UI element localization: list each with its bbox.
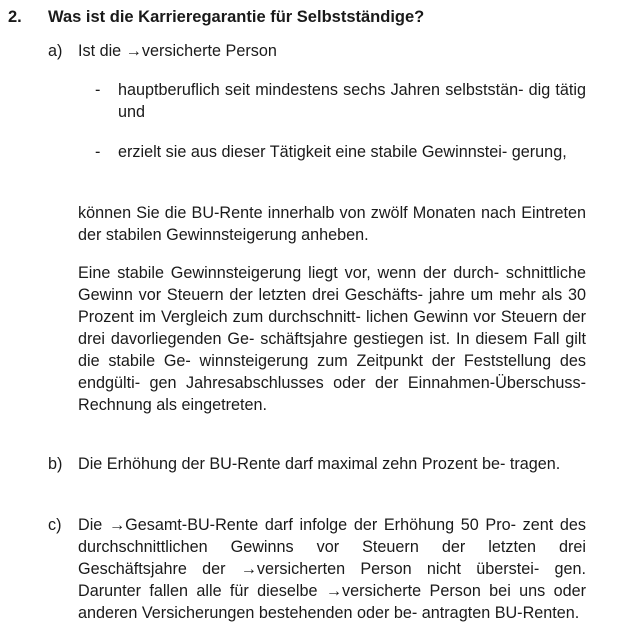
section-number: 2. [8, 8, 22, 26]
item-a-label: a) [48, 42, 63, 60]
item-b-text: Die Erhöhung der BU-Rente darf maximal zehn Prozent be- tragen. [78, 455, 561, 473]
section-title: Was ist die Karrieregarantie für Selbstständige? [48, 8, 425, 26]
bullet-2-text: erzielt sie aus dieser Tätigkeit eine stabile Gewinnstei- gerung, [118, 143, 567, 161]
item-a-conclusion: können Sie die BU-Rente innerhalb von zwölf Monaten nach Eintreten der stabilen Gewinnsteigerung anheben. [78, 204, 586, 244]
item-c-label: c) [48, 516, 62, 534]
item-b-label: b) [48, 455, 63, 473]
bullet-1-text: hauptberuflich seit mindestens sechs Jahren selbststän- dig tätig und [118, 81, 586, 121]
item-a-definition: Eine stabile Gewinnsteigerung liegt vor, wenn der durch- schnittliche Gewinn vor Steuern der letzten drei Geschäfts- jahre um mehr als 30 Prozent im Vergleich zum durchschnitt- lichen Gewinn vor Steuern der drei davorliegenden Ge- schäftsjahre gestiegen ist. In diesem Fall gilt die stabile Ge- winnsteigerung zum Zeitpunkt der Feststellung des endgülti- gen Jahresabschlusses oder der Einnahmen-Überschuss- Rechnung als eingetreten. [78, 264, 586, 414]
item-c-text: Die →Gesamt-BU-Rente darf infolge der Erhöhung 50 Pro- zent des durchschnittlichen Gewinns vor Steuern der letzten drei Geschäftsjahre der →versicherten Person nicht überstei- gen. Darunter fallen alle für dieselbe →versicherte Person bei uns oder anderen Versicherungen bestehenden oder be- antragten BU-Renten. [78, 516, 586, 622]
bullet-1-marker: - [95, 81, 101, 99]
item-a-intro: Ist die →versicherte Person [78, 42, 277, 60]
bullet-2-marker: - [95, 143, 101, 161]
